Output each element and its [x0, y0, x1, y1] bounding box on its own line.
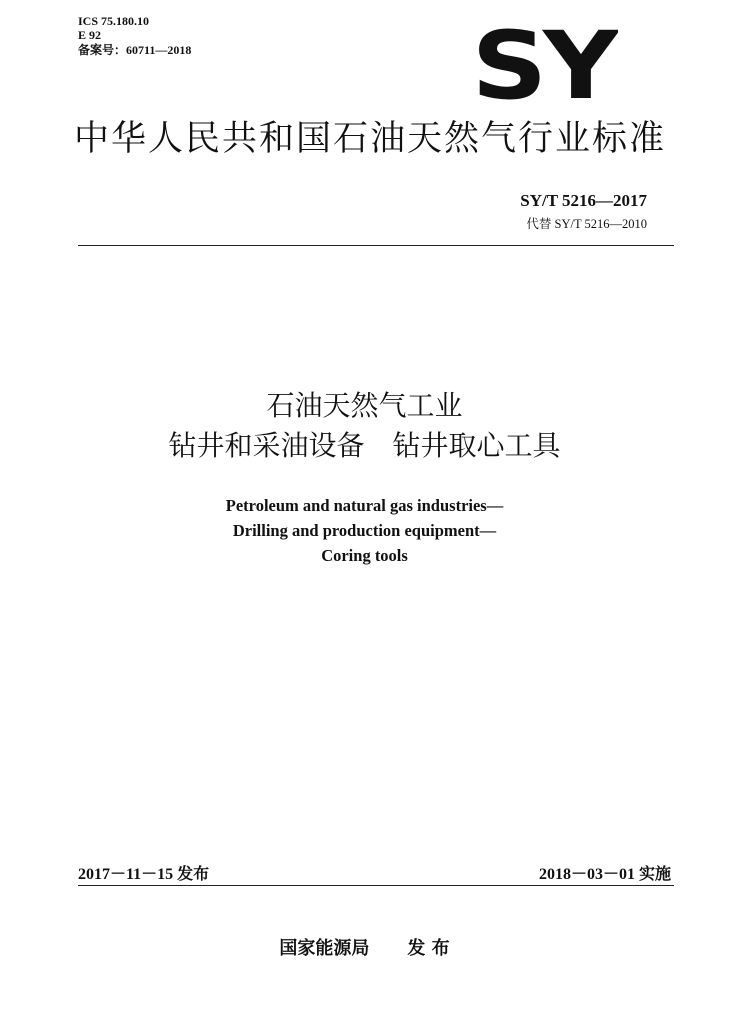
issuer-line [0, 934, 729, 960]
implementation-date: 2018－03－01 实施 [538, 866, 671, 883]
en-title-line-2: Drilling and production equipment— [232, 521, 497, 540]
replaces-note: 代替 SY/T 5216—2010 [526, 217, 647, 231]
issuer-action: 发 布 [407, 938, 450, 959]
standard-number: SY/T 5216—2017 [520, 191, 647, 210]
filing-number: 备案号：60711—2018 [78, 43, 192, 57]
cn-title-line-1: 石油天然气工业 [266, 389, 463, 422]
cn-title-line-2: 钻井和采油设备 钻井取心工具 [168, 429, 561, 462]
ics-code: ICS 75.180.10 [78, 14, 150, 28]
standard-banner: 中华人民共和国石油天然气行业标准 [73, 119, 666, 159]
logo-text: SY [471, 22, 615, 104]
ccs-code: E 92 [78, 28, 102, 42]
issue-date: 2017－11－15 发布 [78, 866, 210, 883]
bottom-divider [78, 885, 674, 886]
en-title-line-1: Petroleum and natural gas industries— [225, 496, 504, 515]
issuer-name: 国家能源局 [279, 938, 370, 959]
en-title-line-3: Coring tools [321, 546, 408, 565]
top-divider [78, 245, 674, 246]
sy-logo [468, 22, 618, 104]
